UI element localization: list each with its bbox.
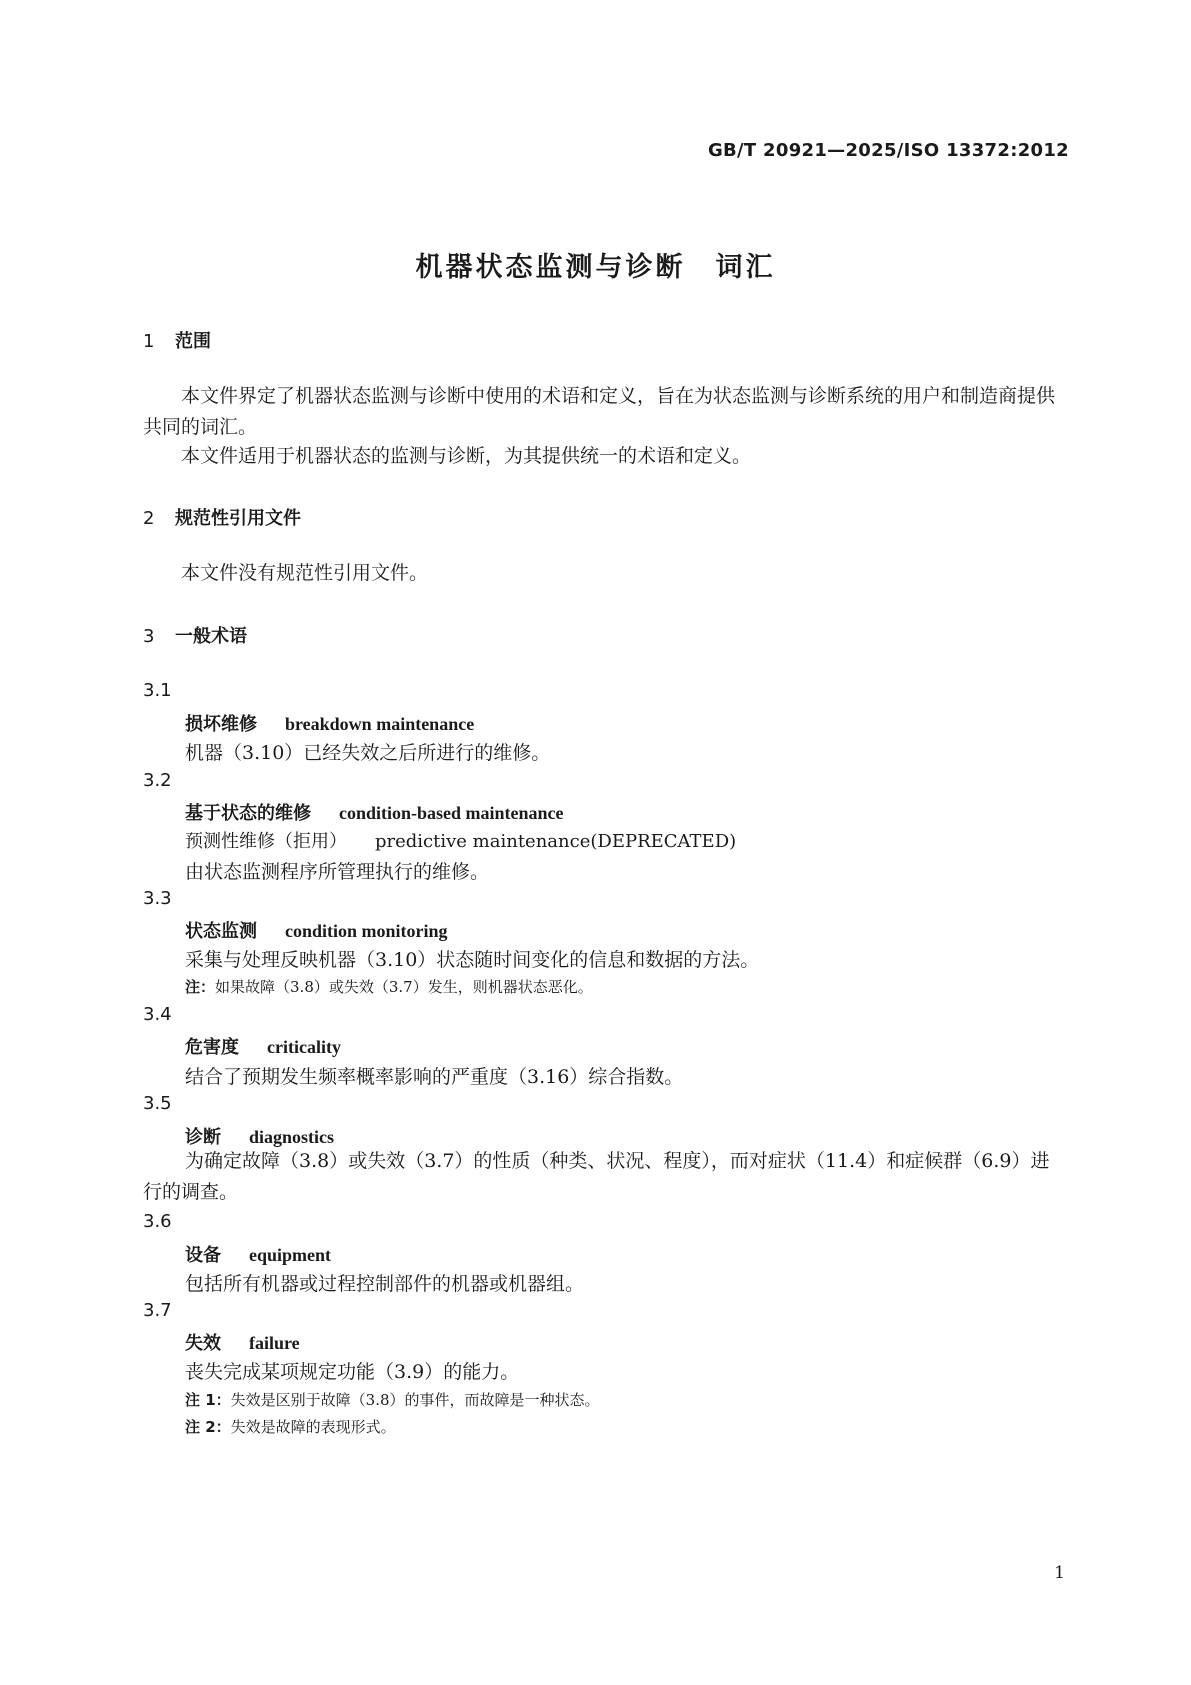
term-definition: 为确定故障（3.8）或失效（3.7）的性质（种类、状况、程度），而对症状（11.4）和症候群（6.9）进行的调查。 [143, 1150, 1050, 1203]
term-chinese: 基于状态的维修 [185, 803, 311, 824]
section-title: 一般术语 [175, 626, 247, 647]
term-entry [185, 799, 564, 825]
term-entry [185, 1033, 341, 1059]
term-english: criticality [267, 1037, 341, 1057]
section-3-heading [143, 622, 247, 648]
note-label: 注 1： [185, 1391, 231, 1409]
term-chinese: 状态监测 [185, 921, 257, 942]
note-label: 注 2： [185, 1418, 231, 1436]
deprecated-term [185, 827, 736, 853]
note-label: 注： [185, 978, 216, 996]
note-text: 失效是区别于故障（3.8）的事件，而故障是一种状态。 [230, 1391, 600, 1409]
term-definition: 丧失完成某项规定功能（3.9）的能力。 [185, 1361, 520, 1383]
normative-references-paragraph: 本文件没有规范性引用文件。 [181, 562, 429, 584]
term-definition: 结合了预期发生频率概率影响的严重度（3.16）综合指数。 [185, 1066, 684, 1088]
note-text: 如果故障（3.8）或失效（3.7）发生，则机器状态恶化。 [215, 978, 593, 996]
term-english: failure [249, 1333, 300, 1353]
standard-code: GB/T 20921—2025/ISO 13372:2012 [707, 140, 1069, 161]
term-number: 3.4 [143, 1004, 172, 1025]
term-number: 3.2 [143, 770, 172, 791]
term-english: breakdown maintenance [285, 714, 475, 734]
section-number: 3 [143, 626, 155, 647]
deprecated-term-chinese: 预测性维修（拒用） [185, 831, 347, 852]
term-english: condition-based maintenance [339, 803, 564, 823]
term-number: 3.3 [143, 888, 172, 909]
term-number: 3.6 [143, 1211, 172, 1232]
term-chinese: 损坏维修 [185, 714, 257, 735]
term-chinese: 失效 [185, 1333, 221, 1354]
page-number: 1 [1054, 1563, 1065, 1583]
term-definition: 由状态监测程序所管理执行的维修。 [185, 861, 490, 883]
scope-paragraph-2: 本文件适用于机器状态的监测与诊断，为其提供统一的术语和定义。 [181, 445, 752, 467]
term-entry [185, 1329, 300, 1355]
section-number: 2 [143, 508, 155, 529]
term-number: 3.5 [143, 1093, 172, 1114]
term-english: equipment [249, 1245, 332, 1265]
term-entry [185, 917, 448, 943]
section-1-heading [143, 327, 211, 353]
term-definition: 机器（3.10）已经失效之后所进行的维修。 [185, 742, 551, 764]
term-note [185, 976, 593, 997]
term-note [185, 1389, 600, 1410]
section-title: 规范性引用文件 [175, 508, 301, 529]
section-title: 范围 [175, 331, 211, 352]
term-english: diagnostics [249, 1127, 335, 1147]
term-number: 3.1 [143, 680, 172, 701]
section-2-heading [143, 504, 301, 530]
note-text: 失效是故障的表现形式。 [230, 1418, 396, 1436]
scope-paragraph-1: 本文件界定了机器状态监测与诊断中使用的术语和定义，旨在为状态监测与诊断系统的用户和制造商提供共同的词汇。 [143, 385, 1056, 438]
document-title: 机器状态监测与诊断 词汇 [415, 252, 776, 283]
term-number: 3.7 [143, 1300, 172, 1321]
term-definition: 包括所有机器或过程控制部件的机器或机器组。 [185, 1273, 585, 1295]
deprecated-term-english: predictive maintenance(DEPRECATED) [375, 831, 737, 852]
term-note [185, 1416, 396, 1437]
term-entry [185, 710, 474, 736]
term-chinese: 诊断 [185, 1127, 221, 1148]
term-chinese: 设备 [185, 1245, 221, 1266]
term-entry [185, 1241, 331, 1267]
term-chinese: 危害度 [185, 1037, 239, 1058]
section-number: 1 [143, 331, 155, 352]
term-english: condition monitoring [285, 921, 448, 941]
term-definition: 采集与处理反映机器（3.10）状态随时间变化的信息和数据的方法。 [185, 949, 760, 971]
